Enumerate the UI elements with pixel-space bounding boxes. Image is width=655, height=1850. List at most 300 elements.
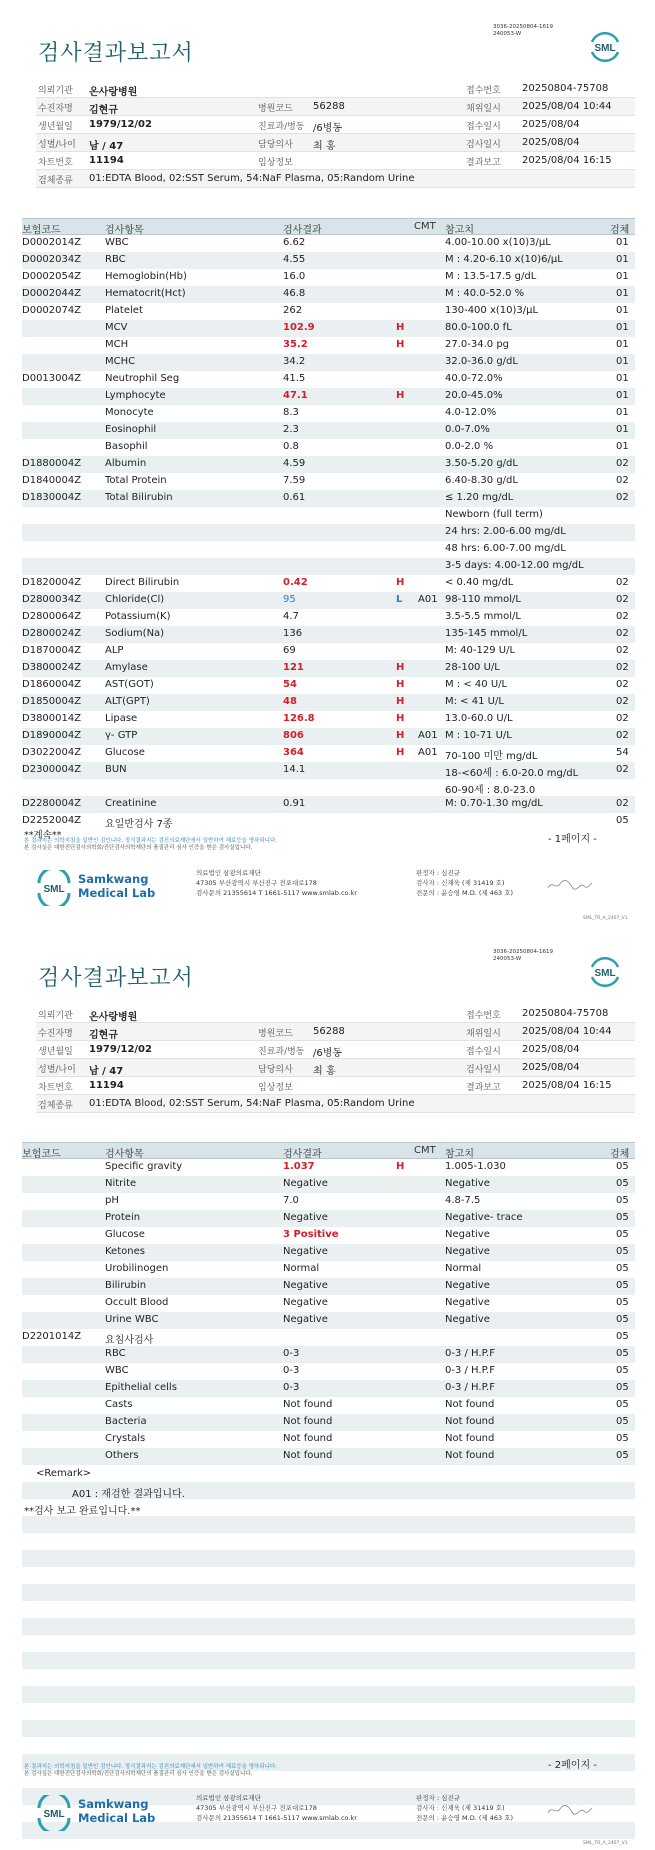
insurance-code: D0002044Z	[22, 288, 82, 299]
svg-text:SML: SML	[594, 968, 616, 979]
specimen-code: 02	[616, 679, 629, 690]
table-row	[22, 405, 635, 422]
brand-name: Samkwang Medical Lab	[78, 872, 156, 900]
insurance-code: D1870004Z	[22, 645, 82, 656]
test-result: 136	[283, 628, 303, 639]
reference-range: Not found	[445, 1433, 495, 1444]
test-item: Creatinine	[105, 798, 157, 809]
test-item: Monocyte	[105, 407, 154, 418]
svg-text:SML: SML	[594, 43, 616, 54]
reference-range: M : 13.5-17.5 g/dL	[445, 271, 537, 282]
insurance-code: D0002054Z	[22, 271, 82, 282]
specimen-code: 02	[616, 798, 629, 809]
test-item: MCV	[105, 322, 128, 333]
table-row	[22, 439, 635, 456]
department: /6병동	[313, 1048, 343, 1059]
page-number: - 2페이지 -	[548, 1760, 597, 1771]
signature	[546, 1803, 594, 1817]
reference-range: Negative	[445, 1178, 490, 1189]
test-result: Negative	[283, 1297, 328, 1308]
test-result: 262	[283, 305, 303, 316]
insurance-code: D3800024Z	[22, 662, 82, 673]
test-item: Platelet	[105, 305, 143, 316]
specimen-code: 01	[616, 322, 629, 333]
test-result: Negative	[283, 1246, 328, 1257]
empty-row	[22, 1550, 635, 1567]
report-footer	[36, 1791, 635, 1839]
disclaimer-notes: 본 결과지는 의학지침을 일반인 검인니다. 정식결과지는 검진의료재단에서 일반하여 해료등을 명하되니다. 본 검사실은 대한진단검사의학회/진단검사의학재단의 품질관리 심사 인증을 받은 검사실입니다.	[24, 1764, 278, 1777]
patient-info	[36, 80, 635, 188]
reference-range: 13.0-60.0 U/L	[445, 713, 513, 724]
document-id: 3036-20250804-1619 240053-W	[493, 24, 553, 37]
reference-range: 0.0-7.0%	[445, 424, 490, 435]
info-row: 성별/나이 남 / 47 담당의사 최 홍 검사일시 2025/08/04	[36, 134, 635, 152]
result-flag: H	[396, 1161, 405, 1172]
reference-range: Newborn (full term)	[445, 509, 543, 520]
test-item: MCHC	[105, 356, 136, 367]
comment-code: A01	[418, 594, 438, 605]
test-item: ALT(GPT)	[105, 696, 150, 707]
empty-row	[22, 1686, 635, 1703]
specimen-code: 05	[616, 1399, 629, 1410]
table-row	[22, 796, 635, 813]
institution: 온사랑병원	[89, 87, 138, 98]
specimen-code: 05	[616, 1195, 629, 1206]
reference-range: Negative	[445, 1314, 490, 1325]
insurance-code: D1890004Z	[22, 730, 82, 741]
test-result: Not found	[283, 1450, 333, 1461]
specimen-code: 02	[616, 458, 629, 469]
reference-range: M : 10-71 U/L	[445, 730, 512, 741]
test-result: 4.7	[283, 611, 299, 622]
info-row: 수진자명 김현규 병원코드 56288 채위일시 2025/08/04 10:44	[36, 98, 635, 116]
specimen-code: 05	[616, 1212, 629, 1223]
table-row	[22, 575, 635, 592]
reference-range: Negative	[445, 1246, 490, 1257]
test-item: Crystals	[105, 1433, 146, 1444]
patient-info	[36, 1005, 635, 1113]
test-item: Hematocrit(Hct)	[105, 288, 186, 299]
table-row	[22, 1159, 635, 1176]
test-result: 7.0	[283, 1195, 299, 1206]
table-row	[22, 592, 635, 609]
table-row	[22, 1346, 635, 1363]
result-flag: H	[396, 339, 405, 350]
reference-range: 28-100 U/L	[445, 662, 500, 673]
specimen-code: 02	[616, 713, 629, 724]
test-result: Negative	[283, 1280, 328, 1291]
samkwang-logo	[36, 1795, 72, 1831]
specimen-code: 05	[616, 1263, 629, 1274]
test-result: 3 Positive	[283, 1229, 339, 1240]
test-result: 8.3	[283, 407, 299, 418]
test-item: Direct Bilirubin	[105, 577, 180, 588]
insurance-code: D3022004Z	[22, 747, 82, 758]
collected-date: 2025/08/04 10:44	[522, 1026, 612, 1037]
table-row	[22, 711, 635, 728]
test-item: Bacteria	[105, 1416, 147, 1427]
specimen-code: 54	[616, 747, 629, 758]
report-footer	[36, 866, 635, 914]
insurance-code: D0002074Z	[22, 305, 82, 316]
empty-row	[22, 1635, 635, 1652]
reference-range: 130-400 x(10)3/μL	[445, 305, 539, 316]
test-item: Potassium(K)	[105, 611, 171, 622]
reference-range: Not found	[445, 1450, 495, 1461]
test-result: 364	[283, 747, 304, 758]
test-result: 102.9	[283, 322, 315, 333]
sml-logo	[588, 30, 622, 64]
test-item: Basophil	[105, 441, 148, 452]
signatories: 판정자 : 심진규 검사자 : 신재욱 (제 31419 호) 전문의 : 윤승영 M.D. (제 463 호)	[416, 1794, 514, 1822]
specimen-code: 05	[616, 1229, 629, 1240]
empty-row	[22, 1567, 635, 1584]
reference-range: Negative	[445, 1297, 490, 1308]
insurance-code: D1850004Z	[22, 696, 82, 707]
form-code: SML_TR_A_2407_V1	[583, 1841, 628, 1846]
specimen-code: 02	[616, 645, 629, 656]
table-row	[22, 779, 635, 796]
remark-text: A01 : 재검한 결과입니다.	[72, 1489, 185, 1500]
reference-range: 0-3 / H.P.F	[445, 1365, 495, 1376]
result-flag: H	[396, 390, 405, 401]
reference-range: M: < 41 U/L	[445, 696, 504, 707]
specimen-code: 02	[616, 492, 629, 503]
insurance-code: D3800014Z	[22, 713, 82, 724]
test-result: 4.59	[283, 458, 306, 469]
reference-range: Not found	[445, 1399, 495, 1410]
empty-row	[22, 1703, 635, 1720]
test-result: 46.8	[283, 288, 306, 299]
doctor: 최 홍	[313, 141, 336, 152]
specimen-code: 05	[616, 1178, 629, 1189]
table-row	[22, 1397, 635, 1414]
insurance-code: D1830004Z	[22, 492, 82, 503]
result-flag: H	[396, 696, 405, 707]
test-item: Casts	[105, 1399, 133, 1410]
test-item: Occult Blood	[105, 1297, 169, 1308]
samkwang-logo	[36, 870, 72, 906]
disclaimer-notes: 본 결과지는 의학지침을 일반인 검인니다. 정식결과지는 검진의료재단에서 일반하여 해료등을 명하되니다. 본 검사실은 대한진단검사의학회/진단검사의학재단의 품질관리 심사 인증을 받은 검사실입니다.	[24, 838, 278, 851]
specimen-code: 01	[616, 356, 629, 367]
specimen-code: 01	[616, 441, 629, 452]
table-row	[22, 1380, 635, 1397]
empty-row	[22, 1669, 635, 1686]
info-row: 의뢰기관 온사랑병원 접수번호 20250804-75708	[36, 80, 635, 98]
test-item: Total Protein	[105, 475, 167, 486]
reference-range: Not found	[445, 1416, 495, 1427]
table-body	[22, 235, 635, 830]
reference-range: 80.0-100.0 fL	[445, 322, 512, 333]
table-row	[22, 1431, 635, 1448]
table-row	[22, 473, 635, 490]
test-item: Bilirubin	[105, 1280, 147, 1291]
info-row: 의뢰기관 온사랑병원 접수번호 20250804-75708	[36, 1005, 635, 1023]
test-item: ALP	[105, 645, 124, 656]
test-result: 7.59	[283, 475, 306, 486]
test-result: 0.91	[283, 798, 306, 809]
table-row	[22, 745, 635, 762]
table-row	[22, 1414, 635, 1431]
report-title: 검사결과보고서	[38, 966, 194, 991]
specimen-code: 05	[616, 1161, 629, 1172]
test-item: Lymphocyte	[105, 390, 166, 401]
table-row	[22, 643, 635, 660]
empty-row	[22, 1618, 635, 1635]
test-result: Negative	[283, 1178, 328, 1189]
test-item: RBC	[105, 1348, 126, 1359]
test-item: Nitrite	[105, 1178, 137, 1189]
table-row	[22, 1278, 635, 1295]
table-row	[22, 252, 635, 269]
info-row: 수진자명 김현규 병원코드 56288 채위일시 2025/08/04 10:44	[36, 1023, 635, 1041]
specimen-code: 05	[616, 1246, 629, 1257]
test-result: Not found	[283, 1416, 333, 1427]
test-result: Not found	[283, 1399, 333, 1410]
lab-address: 의료법인 삼광의료재단 47305 부산광역시 부산진구 전포대로178 검사문의 21355614 T 1661-5117 www.smlab.co.kr	[196, 1794, 357, 1822]
empty-row	[22, 1465, 635, 1482]
empty-row	[22, 1652, 635, 1669]
insurance-code: D0002034Z	[22, 254, 82, 265]
test-item: Amylase	[105, 662, 148, 673]
reference-range: 98-110 mmol/L	[445, 594, 521, 605]
reference-range: 0-3 / H.P.F	[445, 1348, 495, 1359]
lab-address: 의료법인 삼광의료재단 47305 부산광역시 부산진구 전포대로178 검사문의 21355614 T 1661-5117 www.smlab.co.kr	[196, 869, 357, 897]
reference-range: M: 40-129 U/L	[445, 645, 516, 656]
test-item: Albumin	[105, 458, 147, 469]
reference-range: 60-90세 : 8.0-23.0	[445, 785, 536, 796]
svg-text:SML: SML	[43, 1809, 65, 1820]
test-result: 34.2	[283, 356, 306, 367]
test-item: Hemoglobin(Hb)	[105, 271, 187, 282]
table-row	[22, 762, 635, 779]
specimen-code: 01	[616, 339, 629, 350]
svg-text:SML: SML	[43, 884, 65, 895]
reference-range: 20.0-45.0%	[445, 390, 503, 401]
test-result: 4.55	[283, 254, 306, 265]
reference-range: ≤ 1.20 mg/dL	[445, 492, 514, 503]
table-row	[22, 609, 635, 626]
insurance-code: D1860004Z	[22, 679, 82, 690]
reference-range: M : 40.0-52.0 %	[445, 288, 525, 299]
test-result: Negative	[283, 1212, 328, 1223]
table-header: 보험코드 검사항목 검사결과 CMT 참고치 검체	[22, 1142, 635, 1159]
result-flag: H	[396, 747, 405, 758]
table-row	[22, 269, 635, 286]
insurance-code: D0013004Z	[22, 373, 82, 384]
table-row	[22, 524, 635, 541]
test-item: pH	[105, 1195, 119, 1206]
tested-date: 2025/08/04	[522, 1062, 580, 1073]
test-result: 2.3	[283, 424, 299, 435]
empty-row	[22, 1839, 635, 1850]
table-row	[22, 541, 635, 558]
test-result: 54	[283, 679, 297, 690]
table-row	[22, 422, 635, 439]
reference-range: 3.50-5.20 g/dL	[445, 458, 518, 469]
reported-date: 2025/08/04 16:15	[522, 1080, 612, 1091]
info-row: 차트번호 11194 임상정보 결과보고 2025/08/04 16:15	[36, 1077, 635, 1095]
report-title: 검사결과보고서	[38, 41, 194, 66]
insurance-code: D1880004Z	[22, 458, 82, 469]
reference-range: 70-100 미만 mg/dL	[445, 751, 538, 762]
document-id: 3036-20250804-1619 240053-W	[493, 949, 553, 962]
result-flag: H	[396, 679, 405, 690]
reference-range: 24 hrs: 2.00-6.00 mg/dL	[445, 526, 566, 537]
table-row	[22, 490, 635, 507]
reference-range: 48 hrs: 6.00-7.00 mg/dL	[445, 543, 566, 554]
specimen-code: 05	[616, 1280, 629, 1291]
specimen-code: 02	[616, 611, 629, 622]
insurance-code: D2201014Z	[22, 1331, 82, 1342]
empty-row	[22, 1601, 635, 1618]
specimen-code: 02	[616, 764, 629, 775]
test-item: WBC	[105, 237, 129, 248]
info-row: 성별/나이 남 / 47 담당의사 최 홍 검사일시 2025/08/04	[36, 1059, 635, 1077]
chart-number: 11194	[89, 1080, 124, 1091]
info-row: 생년월일 1979/12/02 진료과/병동 /6병동 접수일시 2025/08/04	[36, 116, 635, 134]
reference-range: 135-145 mmol/L	[445, 628, 528, 639]
table-row	[22, 371, 635, 388]
specimen-code: 02	[616, 696, 629, 707]
specimen-code: 05	[616, 1382, 629, 1393]
test-item: WBC	[105, 1365, 129, 1376]
specimen-code: 05	[616, 1416, 629, 1427]
reference-range: Negative	[445, 1229, 490, 1240]
test-result: Negative	[283, 1314, 328, 1325]
insurance-code: D2800064Z	[22, 611, 82, 622]
specimen-code: 05	[616, 1433, 629, 1444]
sex-age: 남 / 47	[89, 141, 124, 152]
signature	[546, 878, 594, 892]
sml-logo	[588, 955, 622, 989]
test-item: Others	[105, 1450, 139, 1461]
test-item: 요침사검사	[105, 1335, 154, 1346]
table-row	[22, 1295, 635, 1312]
result-flag: H	[396, 322, 405, 333]
test-result: 0-3	[283, 1365, 300, 1376]
test-item: Neutrophil Seg	[105, 373, 180, 384]
specimen-code: 02	[616, 628, 629, 639]
comment-code: A01	[418, 747, 438, 758]
specimen-code: 01	[616, 424, 629, 435]
reference-range: 18-<60세 : 6.0-20.0 mg/dL	[445, 768, 579, 779]
reference-range: < 0.40 mg/dL	[445, 577, 514, 588]
test-result: 14.1	[283, 764, 306, 775]
institution: 온사랑병원	[89, 1012, 138, 1023]
table-row	[22, 1363, 635, 1380]
test-item: γ- GTP	[105, 730, 138, 741]
reference-range: 32.0-36.0 g/dL	[445, 356, 518, 367]
table-row	[22, 677, 635, 694]
test-item: AST(GOT)	[105, 679, 154, 690]
accession-number: 20250804-75708	[522, 1008, 609, 1019]
table-row	[22, 456, 635, 473]
specimen-code: 02	[616, 730, 629, 741]
table-row	[22, 1329, 635, 1346]
info-row: 생년월일 1979/12/02 진료과/병동 /6병동 접수일시 2025/08/04	[36, 1041, 635, 1059]
report-page-2	[0, 925, 655, 1850]
chart-number: 11194	[89, 155, 124, 166]
test-result: 126.8	[283, 713, 315, 724]
test-result: 47.1	[283, 390, 308, 401]
test-item: 요일반검사 7종	[105, 819, 173, 830]
test-result: 0.8	[283, 441, 299, 452]
test-result: 6.62	[283, 237, 306, 248]
specimen-code: 01	[616, 237, 629, 248]
test-result: 121	[283, 662, 304, 673]
accession-number: 20250804-75708	[522, 83, 609, 94]
table-row	[22, 388, 635, 405]
info-row: 검체종류 01:EDTA Blood, 02:SST Serum, 54:NaF Plasma, 05:Random Urine	[36, 1095, 635, 1113]
test-item: Ketones	[105, 1246, 145, 1257]
received-date: 2025/08/04	[522, 119, 580, 130]
test-result: 69	[283, 645, 296, 656]
insurance-code: D2252004Z	[22, 815, 82, 826]
test-item: Total Bilirubin	[105, 492, 173, 503]
tested-date: 2025/08/04	[522, 137, 580, 148]
table-row	[22, 1210, 635, 1227]
test-item: Glucose	[105, 1229, 145, 1240]
reported-date: 2025/08/04 16:15	[522, 155, 612, 166]
reference-range: M: 0.70-1.30 mg/dL	[445, 798, 543, 809]
specimen-code: 05	[616, 1314, 629, 1325]
received-date: 2025/08/04	[522, 1044, 580, 1055]
test-result: Not found	[283, 1433, 333, 1444]
specimen-code: 01	[616, 288, 629, 299]
reference-range: M : < 40 U/L	[445, 679, 508, 690]
continue-marker: **계속**	[24, 830, 62, 841]
table-header: 보험코드 검사항목 검사결과 CMT 참고치 검체	[22, 218, 635, 235]
reference-range: 1.005-1.030	[445, 1161, 506, 1172]
reference-range: 0-3 / H.P.F	[445, 1382, 495, 1393]
table-row	[22, 354, 635, 371]
reference-range: 3-5 days: 4.00-12.00 mg/dL	[445, 560, 584, 571]
table-row	[22, 1193, 635, 1210]
specimen-code: 02	[616, 662, 629, 673]
specimen-code: 01	[616, 254, 629, 265]
specimen-code: 02	[616, 577, 629, 588]
test-item: MCH	[105, 339, 129, 350]
table-row	[22, 286, 635, 303]
test-item: Lipase	[105, 713, 138, 724]
reference-range: 4.8-7.5	[445, 1195, 481, 1206]
reference-range: Normal	[445, 1263, 482, 1274]
form-code: SML_TR_A_2407_V1	[583, 916, 628, 921]
result-flag: H	[396, 662, 405, 673]
department: /6병동	[313, 123, 343, 134]
specimen-code: 01	[616, 390, 629, 401]
specimen-code: 01	[616, 271, 629, 282]
comment-code: A01	[418, 730, 438, 741]
test-item: Eosinophil	[105, 424, 157, 435]
specimen-code: 01	[616, 373, 629, 384]
table-body	[22, 1159, 635, 1465]
test-result: Normal	[283, 1263, 320, 1274]
test-result: 806	[283, 730, 304, 741]
reference-range: Negative	[445, 1280, 490, 1291]
test-item: Urine WBC	[105, 1314, 159, 1325]
test-result: 95	[283, 594, 296, 605]
results-table	[22, 218, 635, 830]
signatories: 판정자 : 심진규 검사자 : 신재욱 (제 31419 호) 전문의 : 윤승영 M.D. (제 463 호)	[416, 869, 514, 897]
empty-row	[22, 1737, 635, 1754]
table-row	[22, 626, 635, 643]
info-row: 차트번호 11194 임상정보 결과보고 2025/08/04 16:15	[36, 152, 635, 170]
insurance-code: D2800024Z	[22, 628, 82, 639]
empty-row	[22, 1516, 635, 1533]
patient-name: 김현규	[89, 105, 118, 116]
